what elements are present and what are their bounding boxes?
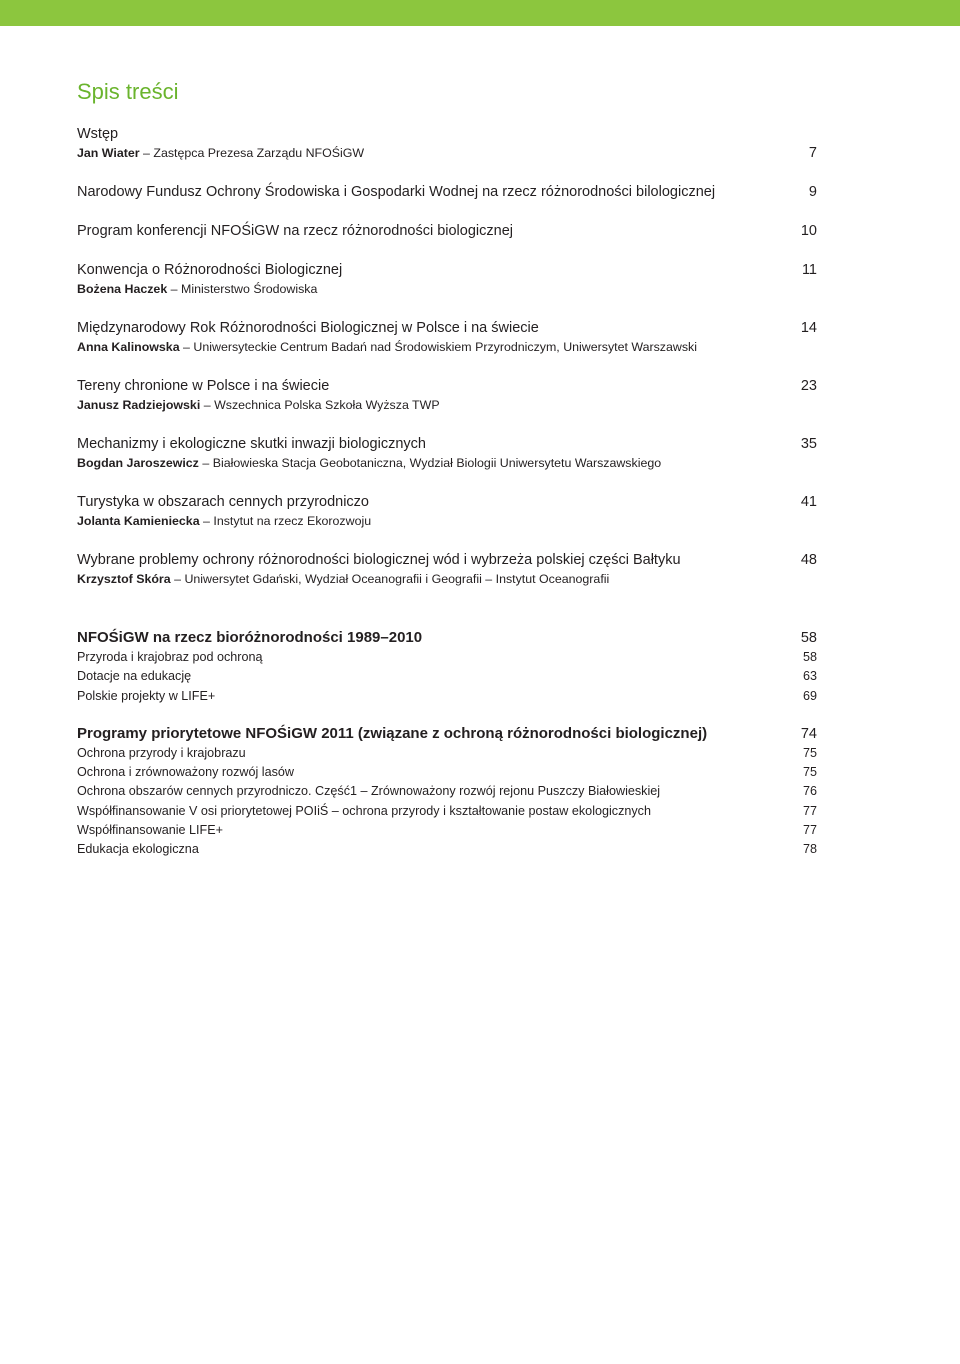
toc-section-head[interactable]	[77, 724, 817, 744]
toc-entry-page: 41	[800, 494, 817, 510]
toc-entry-page: 11	[801, 262, 817, 278]
toc-entry-title: Konwencja o Różnorodności Biologicznej	[77, 262, 343, 278]
toc-entry-affiliation: Zastępca Prezesa Zarządu NFOŚiGW	[153, 146, 365, 160]
toc-section-item-page: 77	[802, 803, 817, 818]
toc-entry-author-row	[77, 512, 817, 531]
dash: –	[202, 456, 210, 470]
toc-entry-page: 7	[808, 145, 817, 161]
toc-section-page: 58	[800, 630, 817, 646]
toc-entry-affiliation: Ministerstwo Środowiska	[181, 282, 318, 296]
toc-section-item-label: Przyroda i krajobraz pod ochroną	[77, 650, 263, 664]
section-gap	[77, 608, 817, 628]
toc-entry-title-row	[77, 182, 817, 202]
toc-section-item-page: 69	[802, 688, 817, 703]
toc-entry-title: Program konferencji NFOŚiGW na rzecz różnorodności biologicznej	[77, 223, 513, 239]
toc-section-item-label: Ochrona i zrównoważony rozwój lasów	[77, 765, 294, 780]
toc-entry-affiliation: Instytut na rzecz Ekorozwoju	[213, 514, 372, 528]
toc-entry-page: 48	[800, 552, 817, 568]
toc-entry[interactable]	[77, 182, 817, 202]
toc-entry-title: Międzynarodowy Rok Różnorodności Biologicznej w Polsce i na świecie	[77, 320, 539, 336]
toc-section-item[interactable]	[77, 821, 817, 840]
toc-entry-title-row	[77, 492, 817, 512]
toc-entry-title-row	[77, 318, 817, 338]
toc-entry-title-row	[77, 376, 817, 396]
page-title: Spis treści	[77, 79, 179, 104]
toc-section	[77, 724, 817, 860]
toc-entry[interactable]	[77, 492, 817, 531]
toc-section-item[interactable]	[77, 667, 817, 686]
toc-entry-title: Turystyka w obszarach cennych przyrodniczo	[77, 494, 369, 510]
toc-section-item[interactable]	[77, 744, 817, 763]
toc-section-item-page: 77	[802, 823, 817, 838]
toc-section-item-label: Edukacja ekologiczna	[77, 842, 199, 857]
toc-section-item-label: Współfinansowanie V osi priorytetowej POIiŚ – ochrona przyrody i kształtowanie postaw ekologicznych	[77, 803, 651, 818]
top-accent-bar	[0, 0, 960, 26]
toc-section-item[interactable]	[77, 687, 817, 706]
toc-entry-author-row	[77, 454, 817, 473]
toc-section-page: 74	[800, 725, 817, 742]
toc-entry[interactable]	[77, 550, 817, 589]
toc-section-item-label: Współfinansowanie LIFE+	[77, 823, 223, 838]
dash: –	[170, 282, 178, 296]
toc-section-title: Programy priorytetowe NFOŚiGW 2011 (związane z ochroną różnorodności biologicznej)	[77, 724, 708, 742]
toc-entry-author: Jolanta Kamieniecka	[77, 514, 200, 528]
toc-entry[interactable]	[77, 376, 817, 415]
toc-entry-author: Bogdan Jaroszewicz	[77, 456, 199, 470]
toc-section-item[interactable]	[77, 648, 817, 667]
toc-section-item[interactable]	[77, 802, 817, 821]
toc-section-item-page: 58	[802, 650, 817, 664]
dash: –	[203, 398, 211, 412]
toc-entry-author: Anna Kalinowska	[77, 340, 180, 354]
table-of-contents	[77, 78, 817, 876]
toc-section-item-label: Ochrona obszarów cennych przyrodniczo. Część1 – Zrównoważony rozwój rejonu Puszczy Białowieskiej	[77, 784, 661, 799]
toc-entry-affiliation: Wszechnica Polska Szkoła Wyższa TWP	[214, 398, 440, 412]
dash: –	[203, 514, 210, 528]
toc-entry-author-row	[77, 396, 817, 415]
toc-entry[interactable]	[77, 221, 817, 241]
toc-section-item-label: Dotacje na edukację	[77, 669, 192, 684]
toc-entry[interactable]	[77, 260, 817, 299]
toc-entry-title-row	[77, 124, 817, 144]
toc-entry-page: 9	[808, 184, 817, 200]
toc-entry-author-row	[77, 144, 817, 163]
toc-section-item[interactable]	[77, 840, 817, 859]
toc-section-item-page: 75	[802, 745, 817, 760]
toc-entry-affiliation: Białowieska Stacja Geobotaniczna, Wydział Biologii Uniwersytetu Warszawskiego	[212, 456, 662, 470]
toc-section-item-page: 75	[802, 765, 817, 780]
toc-entry-affiliation: Uniwersytet Gdański, Wydział Oceanografii i Geografii – Instytut Oceanografii	[184, 572, 610, 586]
toc-entry-author: Jan Wiater	[77, 146, 140, 160]
dash: –	[183, 340, 190, 354]
toc-entry-author-row	[77, 570, 817, 589]
toc-entry-author-row	[77, 280, 817, 299]
toc-entry[interactable]	[77, 434, 817, 473]
toc-entry-title: Wybrane problemy ochrony różnorodności biologicznej wód i wybrzeża polskiej części Bałtyku	[77, 552, 681, 568]
toc-entry-affiliation: Uniwersyteckie Centrum Badań nad Środowiskiem Przyrodniczym, Uniwersytet Warszawski	[193, 340, 697, 354]
toc-entry-title-row	[77, 434, 817, 454]
toc-entry-author: Krzysztof Skóra	[77, 572, 171, 586]
toc-section-head[interactable]	[77, 628, 817, 648]
toc-entry-title-row	[77, 260, 817, 280]
toc-entry-page: 10	[800, 223, 817, 239]
dash: –	[174, 572, 182, 586]
toc-entry[interactable]	[77, 318, 817, 357]
toc-entry-title: Wstęp	[77, 126, 119, 142]
toc-entry-title: Tereny chronione w Polsce i na świecie	[77, 378, 330, 394]
toc-entry-title-row	[77, 550, 817, 570]
toc-entry-title: Mechanizmy i ekologiczne skutki inwazji biologicznych	[77, 436, 426, 452]
toc-section-item[interactable]	[77, 763, 817, 782]
toc-entry-page: 14	[800, 320, 817, 336]
toc-entry-title-row	[77, 221, 817, 241]
toc-entry-page: 35	[800, 436, 817, 452]
toc-section-item-page: 63	[802, 669, 817, 684]
toc-entry-title: Narodowy Fundusz Ochrony Środowiska i Gospodarki Wodnej na rzecz różnorodności bilologicznej	[77, 184, 716, 200]
toc-entry-author-row	[77, 338, 817, 357]
toc-entry-page: 23	[800, 378, 817, 394]
dash: –	[143, 146, 150, 160]
toc-section-item-page: 78	[802, 842, 817, 857]
toc-section-item[interactable]	[77, 782, 817, 801]
toc-section-item-page: 76	[802, 784, 817, 799]
toc-section-item-label: Polskie projekty w LIFE+	[77, 688, 216, 703]
toc-entry-author: Janusz Radziejowski	[77, 398, 201, 412]
toc-entry[interactable]	[77, 124, 817, 163]
toc-section-item-label: Ochrona przyrody i krajobrazu	[77, 745, 246, 760]
toc-entry-author: Bożena Haczek	[77, 282, 168, 296]
toc-section	[77, 628, 817, 706]
toc-section-title: NFOŚiGW na rzecz bioróżnorodności 1989–2010	[77, 629, 423, 646]
